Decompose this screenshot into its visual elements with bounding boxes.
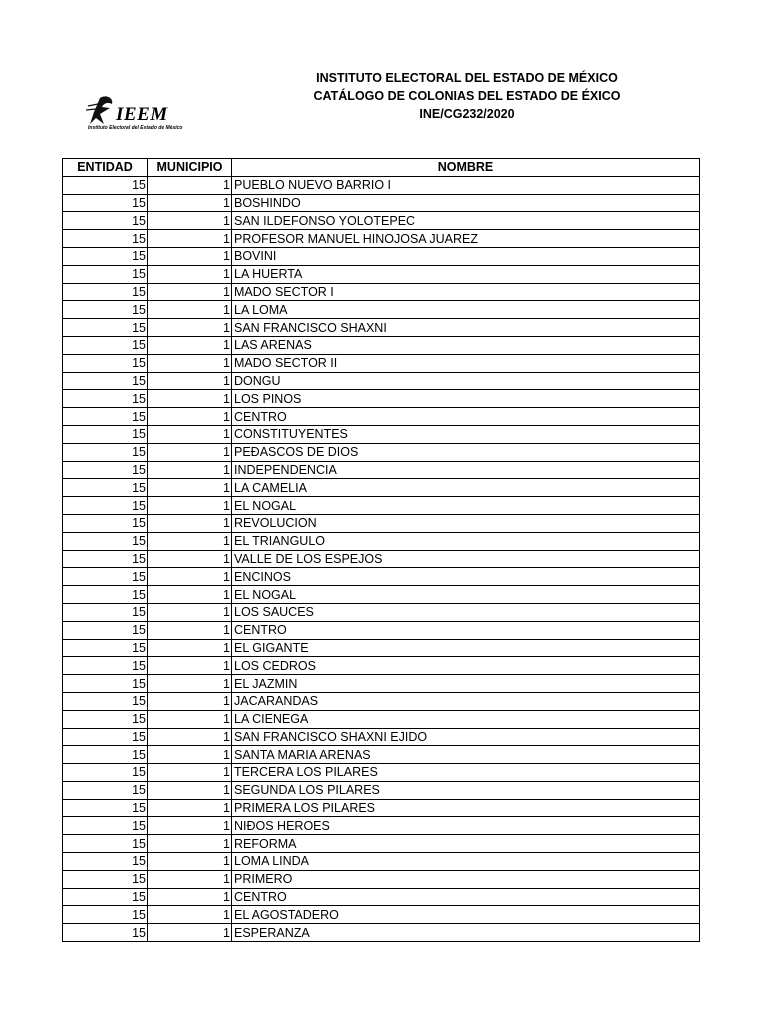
cell-nombre: CONSTITUYENTES <box>232 425 700 443</box>
cell-entidad: 15 <box>63 764 148 782</box>
cell-municipio: 1 <box>148 906 232 924</box>
logo-wordmark: IEEM <box>116 104 168 125</box>
table-row <box>63 817 700 835</box>
cell-municipio: 1 <box>148 425 232 443</box>
cell-municipio: 1 <box>148 319 232 337</box>
cell-nombre: EL AGOSTADERO <box>232 906 700 924</box>
cell-entidad: 15 <box>63 657 148 675</box>
cell-municipio: 1 <box>148 781 232 799</box>
cell-entidad: 15 <box>63 354 148 372</box>
table-row <box>63 372 700 390</box>
cell-nombre: SAN FRANCISCO SHAXNI EJIDO <box>232 728 700 746</box>
cell-entidad: 15 <box>63 532 148 550</box>
table-row <box>63 212 700 230</box>
table-row <box>63 853 700 871</box>
cell-entidad: 15 <box>63 283 148 301</box>
table-row <box>63 497 700 515</box>
table-row <box>63 603 700 621</box>
table-row <box>63 835 700 853</box>
cell-nombre: JACARANDAS <box>232 692 700 710</box>
cell-municipio: 1 <box>148 728 232 746</box>
cell-nombre: LOS CEDROS <box>232 657 700 675</box>
cell-municipio: 1 <box>148 835 232 853</box>
runner-emblem-icon <box>86 94 120 128</box>
cell-municipio: 1 <box>148 675 232 693</box>
cell-nombre: NIÐOS HEROES <box>232 817 700 835</box>
table-row <box>63 870 700 888</box>
cell-municipio: 1 <box>148 621 232 639</box>
cell-nombre: PRIMERA LOS PILARES <box>232 799 700 817</box>
cell-nombre: DONGU <box>232 372 700 390</box>
table-row <box>63 176 700 194</box>
cell-municipio: 1 <box>148 550 232 568</box>
cell-municipio: 1 <box>148 336 232 354</box>
cell-entidad: 15 <box>63 230 148 248</box>
table-row <box>63 319 700 337</box>
cell-entidad: 15 <box>63 479 148 497</box>
table-row <box>63 461 700 479</box>
table-row <box>63 443 700 461</box>
table-row <box>63 301 700 319</box>
table-row <box>63 906 700 924</box>
header-line-1: INSTITUTO ELECTORAL DEL ESTADO DE MÉXICO <box>316 71 618 85</box>
table-row <box>63 639 700 657</box>
cell-municipio: 1 <box>148 817 232 835</box>
table-row <box>63 550 700 568</box>
table-row <box>63 532 700 550</box>
cell-entidad: 15 <box>63 728 148 746</box>
cell-municipio: 1 <box>148 408 232 426</box>
cell-municipio: 1 <box>148 283 232 301</box>
cell-municipio: 1 <box>148 764 232 782</box>
cell-entidad: 15 <box>63 853 148 871</box>
cell-entidad: 15 <box>63 372 148 390</box>
cell-nombre: LOMA LINDA <box>232 853 700 871</box>
cell-municipio: 1 <box>148 497 232 515</box>
cell-entidad: 15 <box>63 265 148 283</box>
cell-nombre: EL GIGANTE <box>232 639 700 657</box>
cell-entidad: 15 <box>63 692 148 710</box>
cell-nombre: INDEPENDENCIA <box>232 461 700 479</box>
cell-municipio: 1 <box>148 657 232 675</box>
table-row <box>63 746 700 764</box>
column-header-nombre: NOMBRE <box>232 159 700 177</box>
cell-nombre: CENTRO <box>232 888 700 906</box>
cell-entidad: 15 <box>63 550 148 568</box>
cell-nombre: LOS PINOS <box>232 390 700 408</box>
cell-nombre: LA HUERTA <box>232 265 700 283</box>
cell-entidad: 15 <box>63 319 148 337</box>
table-row <box>63 194 700 212</box>
table-row <box>63 265 700 283</box>
table-row <box>63 728 700 746</box>
table-row <box>63 924 700 942</box>
cell-entidad: 15 <box>63 870 148 888</box>
cell-nombre: LA LOMA <box>232 301 700 319</box>
cell-nombre: EL TRIANGULO <box>232 532 700 550</box>
cell-entidad: 15 <box>63 746 148 764</box>
document-header <box>232 69 702 123</box>
cell-nombre: SEGUNDA LOS PILARES <box>232 781 700 799</box>
cell-municipio: 1 <box>148 354 232 372</box>
table-header-row <box>63 159 700 177</box>
cell-nombre: EL NOGAL <box>232 586 700 604</box>
cell-nombre: EL NOGAL <box>232 497 700 515</box>
cell-entidad: 15 <box>63 212 148 230</box>
cell-municipio: 1 <box>148 443 232 461</box>
table-row <box>63 408 700 426</box>
table-row <box>63 692 700 710</box>
column-header-entidad: ENTIDAD <box>63 159 148 177</box>
cell-municipio: 1 <box>148 212 232 230</box>
table-row <box>63 354 700 372</box>
cell-nombre: MADO SECTOR II <box>232 354 700 372</box>
cell-municipio: 1 <box>148 888 232 906</box>
cell-nombre: CENTRO <box>232 408 700 426</box>
cell-entidad: 15 <box>63 675 148 693</box>
cell-entidad: 15 <box>63 194 148 212</box>
table-row <box>63 675 700 693</box>
cell-municipio: 1 <box>148 853 232 871</box>
cell-nombre: PROFESOR MANUEL HINOJOSA JUAREZ <box>232 230 700 248</box>
ieem-logo <box>86 94 198 134</box>
table-row <box>63 230 700 248</box>
cell-nombre: ESPERANZA <box>232 924 700 942</box>
cell-nombre: PRIMERO <box>232 870 700 888</box>
cell-nombre: ENCINOS <box>232 568 700 586</box>
cell-entidad: 15 <box>63 247 148 265</box>
cell-municipio: 1 <box>148 514 232 532</box>
cell-nombre: SAN FRANCISCO SHAXNI <box>232 319 700 337</box>
cell-entidad: 15 <box>63 586 148 604</box>
cell-municipio: 1 <box>148 924 232 942</box>
header-line-3: INE/CG232/2020 <box>419 107 515 121</box>
cell-nombre: PEÐASCOS DE DIOS <box>232 443 700 461</box>
cell-municipio: 1 <box>148 799 232 817</box>
cell-nombre: SANTA MARIA ARENAS <box>232 746 700 764</box>
cell-nombre: BOSHINDO <box>232 194 700 212</box>
cell-municipio: 1 <box>148 301 232 319</box>
cell-nombre: LA CIENEGA <box>232 710 700 728</box>
cell-nombre: TERCERA LOS PILARES <box>232 764 700 782</box>
cell-municipio: 1 <box>148 532 232 550</box>
cell-municipio: 1 <box>148 176 232 194</box>
cell-municipio: 1 <box>148 265 232 283</box>
cell-municipio: 1 <box>148 639 232 657</box>
cell-entidad: 15 <box>63 408 148 426</box>
cell-municipio: 1 <box>148 194 232 212</box>
cell-entidad: 15 <box>63 710 148 728</box>
table-row <box>63 425 700 443</box>
table-row <box>63 247 700 265</box>
cell-nombre: LA CAMELIA <box>232 479 700 497</box>
cell-entidad: 15 <box>63 301 148 319</box>
table-row <box>63 514 700 532</box>
table-row <box>63 390 700 408</box>
cell-entidad: 15 <box>63 621 148 639</box>
cell-entidad: 15 <box>63 514 148 532</box>
table-row <box>63 710 700 728</box>
table-row <box>63 586 700 604</box>
table-row <box>63 781 700 799</box>
cell-nombre: CENTRO <box>232 621 700 639</box>
table-row <box>63 283 700 301</box>
cell-municipio: 1 <box>148 230 232 248</box>
cell-entidad: 15 <box>63 176 148 194</box>
table-row <box>63 336 700 354</box>
table-row <box>63 568 700 586</box>
cell-municipio: 1 <box>148 710 232 728</box>
cell-municipio: 1 <box>148 247 232 265</box>
cell-municipio: 1 <box>148 746 232 764</box>
cell-entidad: 15 <box>63 781 148 799</box>
cell-entidad: 15 <box>63 924 148 942</box>
cell-municipio: 1 <box>148 586 232 604</box>
cell-entidad: 15 <box>63 639 148 657</box>
table-row <box>63 657 700 675</box>
cell-entidad: 15 <box>63 336 148 354</box>
logo-subtitle: Instituto Electoral del Estado de México <box>88 125 183 131</box>
cell-municipio: 1 <box>148 372 232 390</box>
cell-nombre: BOVINI <box>232 247 700 265</box>
cell-nombre: REFORMA <box>232 835 700 853</box>
cell-nombre: PUEBLO NUEVO BARRIO I <box>232 176 700 194</box>
cell-entidad: 15 <box>63 799 148 817</box>
cell-municipio: 1 <box>148 390 232 408</box>
cell-entidad: 15 <box>63 497 148 515</box>
table-row <box>63 479 700 497</box>
cell-nombre: EL JAZMIN <box>232 675 700 693</box>
cell-municipio: 1 <box>148 603 232 621</box>
cell-nombre: LAS ARENAS <box>232 336 700 354</box>
cell-nombre: MADO SECTOR I <box>232 283 700 301</box>
cell-entidad: 15 <box>63 817 148 835</box>
cell-municipio: 1 <box>148 568 232 586</box>
cell-nombre: SAN ILDEFONSO YOLOTEPEC <box>232 212 700 230</box>
cell-entidad: 15 <box>63 425 148 443</box>
header-line-2: CATÁLOGO DE COLONIAS DEL ESTADO DE ÉXICO <box>313 89 621 103</box>
cell-entidad: 15 <box>63 461 148 479</box>
cell-municipio: 1 <box>148 870 232 888</box>
cell-entidad: 15 <box>63 443 148 461</box>
cell-entidad: 15 <box>63 906 148 924</box>
column-header-municipio: MUNICIPIO <box>148 159 232 177</box>
cell-municipio: 1 <box>148 461 232 479</box>
table-row <box>63 888 700 906</box>
cell-entidad: 15 <box>63 835 148 853</box>
cell-nombre: REVOLUCION <box>232 514 700 532</box>
colonias-table <box>62 158 700 942</box>
cell-nombre: VALLE DE LOS ESPEJOS <box>232 550 700 568</box>
table-row <box>63 764 700 782</box>
table-row <box>63 621 700 639</box>
cell-nombre: LOS SAUCES <box>232 603 700 621</box>
cell-municipio: 1 <box>148 692 232 710</box>
cell-entidad: 15 <box>63 568 148 586</box>
cell-entidad: 15 <box>63 390 148 408</box>
table-row <box>63 799 700 817</box>
cell-entidad: 15 <box>63 603 148 621</box>
cell-municipio: 1 <box>148 479 232 497</box>
cell-entidad: 15 <box>63 888 148 906</box>
